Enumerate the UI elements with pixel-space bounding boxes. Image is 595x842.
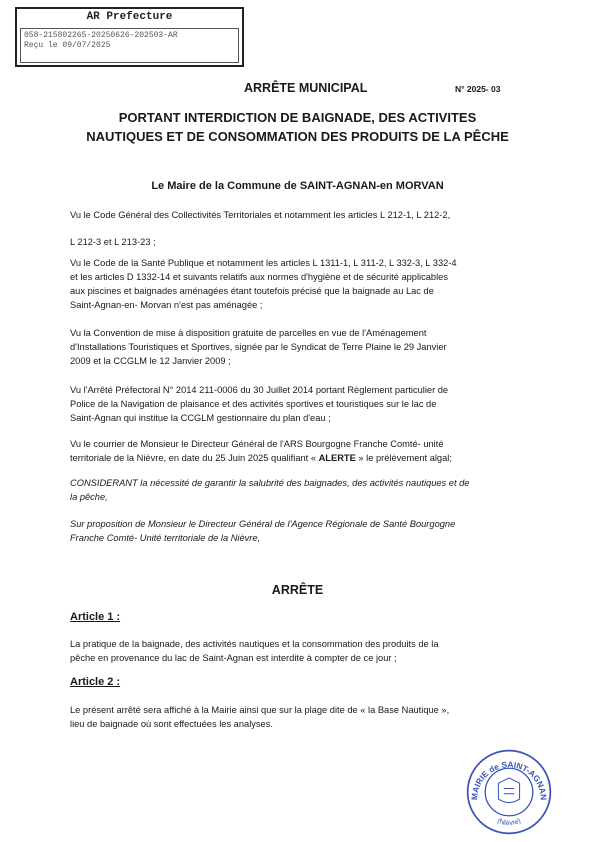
article-1-line-2: pêche en provenance du lac de Saint-Agnan est interdite à compter de ce jour ;	[70, 653, 397, 663]
vu-conv-line-1: Vu la Convention de mise à disposition gratuite de parcelles en vue de l'Aménagement	[70, 328, 427, 338]
vu-convention-paragraph	[70, 326, 526, 368]
proposition-paragraph	[70, 517, 526, 545]
vu-ars-line-2	[70, 451, 526, 465]
vu-pref-line-3: Saint-Agnan qui institue la CCGLM gestionnaire du plan d'eau ;	[70, 413, 331, 423]
alerte-label: ALERTE	[318, 453, 356, 463]
article-2-body	[70, 703, 526, 731]
vu-csp-line-4: Saint-Agnan-en- Morvan n'est pas aménagée ;	[70, 300, 263, 310]
vu-csp-paragraph	[70, 256, 526, 312]
vu-ars-line-2-end: » le prélèvement algal;	[355, 453, 452, 463]
vu-cgct-line-2: L 212-3 et L 213-23 ;	[70, 237, 156, 247]
maire-heading: Le Maire de la Commune de SAINT-AGNAN-en MORVAN	[151, 180, 444, 192]
stamp-reference-box	[20, 28, 239, 63]
stamp-title: AR Prefecture	[86, 11, 173, 23]
considerant-paragraph	[70, 476, 526, 504]
vu-ars-line-1: Vu le courrier de Monsieur le Directeur Général de l'ARS Bourgogne Franche Comté- unité	[70, 439, 444, 449]
title-line-2: NAUTIQUES ET DE CONSOMMATION DES PRODUITS DE LA PÊCHE	[86, 129, 509, 144]
ar-prefecture-stamp	[15, 7, 244, 67]
mairie-seal	[465, 748, 553, 836]
vu-cgct-line-1: Vu le Code Général des Collectivités Territoriales et notamment les articles L 212-1, L 212-2,	[70, 210, 451, 220]
stamp-received-date: Reçu le 09/07/2025	[24, 41, 111, 50]
article-2-line-1: Le présent arrêté sera affiché à la Mairie ainsi que sur la plage dite de « la Base Nautique »,	[70, 705, 450, 715]
proposition-line-1: Sur proposition de Monsieur le Directeur Général de l'Agence Régionale de Santé Bourgogne	[70, 519, 456, 529]
arrete-heading: ARRÊTE	[271, 583, 324, 597]
stamp-reference: 058-215802265-20250626-202503-AR	[24, 31, 178, 40]
seal-emblem-icon	[498, 778, 519, 803]
seal-text-bottom: (Nièvre)	[496, 817, 522, 828]
vu-conv-line-3: 2009 et la CCGLM le 12 Janvier 2009 ;	[70, 356, 231, 366]
seal-text-top: MAIRIE de SAINT-AGNAN	[469, 759, 549, 801]
article-1-body	[70, 637, 526, 665]
vu-ars-paragraph	[70, 437, 526, 465]
arrete-number: N° 2025- 03	[455, 84, 501, 94]
vu-pref-line-1: Vu l'Arrêté Préfectoral N° 2014 211-0006 du 30 Juillet 2014 portant Règlement particulier de	[70, 385, 449, 395]
svg-text:(Nièvre)	[496, 818, 522, 828]
vu-ars-line-2-start: territoriale de la Nièvre, en date du 25 Juin 2025 qualifiant «	[70, 453, 319, 463]
article-1-heading: Article 1 :	[70, 611, 121, 623]
vu-csp-line-3: aux piscines et baignades aménagées étant toutefois précisé que la baignade au Lac de	[70, 286, 434, 296]
vu-csp-line-1: Vu le Code de la Santé Publique et notamment les articles L 1311-1, L 311-2, L 332-3, L 332-4	[70, 258, 457, 268]
title-line-1: PORTANT INTERDICTION DE BAIGNADE, DES ACTIVITES	[118, 110, 477, 125]
vu-prefectoral-paragraph	[70, 383, 526, 425]
article-2-heading: Article 2 :	[70, 676, 121, 688]
arrete-municipal-heading: ARRÊTE MUNICIPAL	[244, 81, 368, 95]
vu-pref-line-2: Police de la Navigation de plaisance et des activités sportives et touristiques sur le lac de	[70, 399, 437, 409]
document-title	[40, 108, 555, 146]
vu-conv-line-2: d'Installations Touristiques et Sportives, signée par le Syndicat de Terre Plaine le 29 Janvier	[70, 342, 447, 352]
article-2-line-2: lieu de baignade où sont effectuées les analyses.	[70, 719, 273, 729]
vu-csp-line-2: et les articles D 1332-14 et suivants relatifs aux normes d'hygiène et de sécurité applicables	[70, 272, 448, 282]
article-1-line-1: La pratique de la baignade, des activités nautiques et la consommation des produits de la	[70, 639, 439, 649]
considerant-line-1: CONSIDERANT la nécessité de garantir la salubrité des baignades, des activités nautiques et de	[70, 478, 470, 488]
proposition-line-2: Franche Comté- Unité territoriale de la Nièvre,	[70, 533, 261, 543]
considerant-line-2: la pêche,	[70, 492, 108, 502]
